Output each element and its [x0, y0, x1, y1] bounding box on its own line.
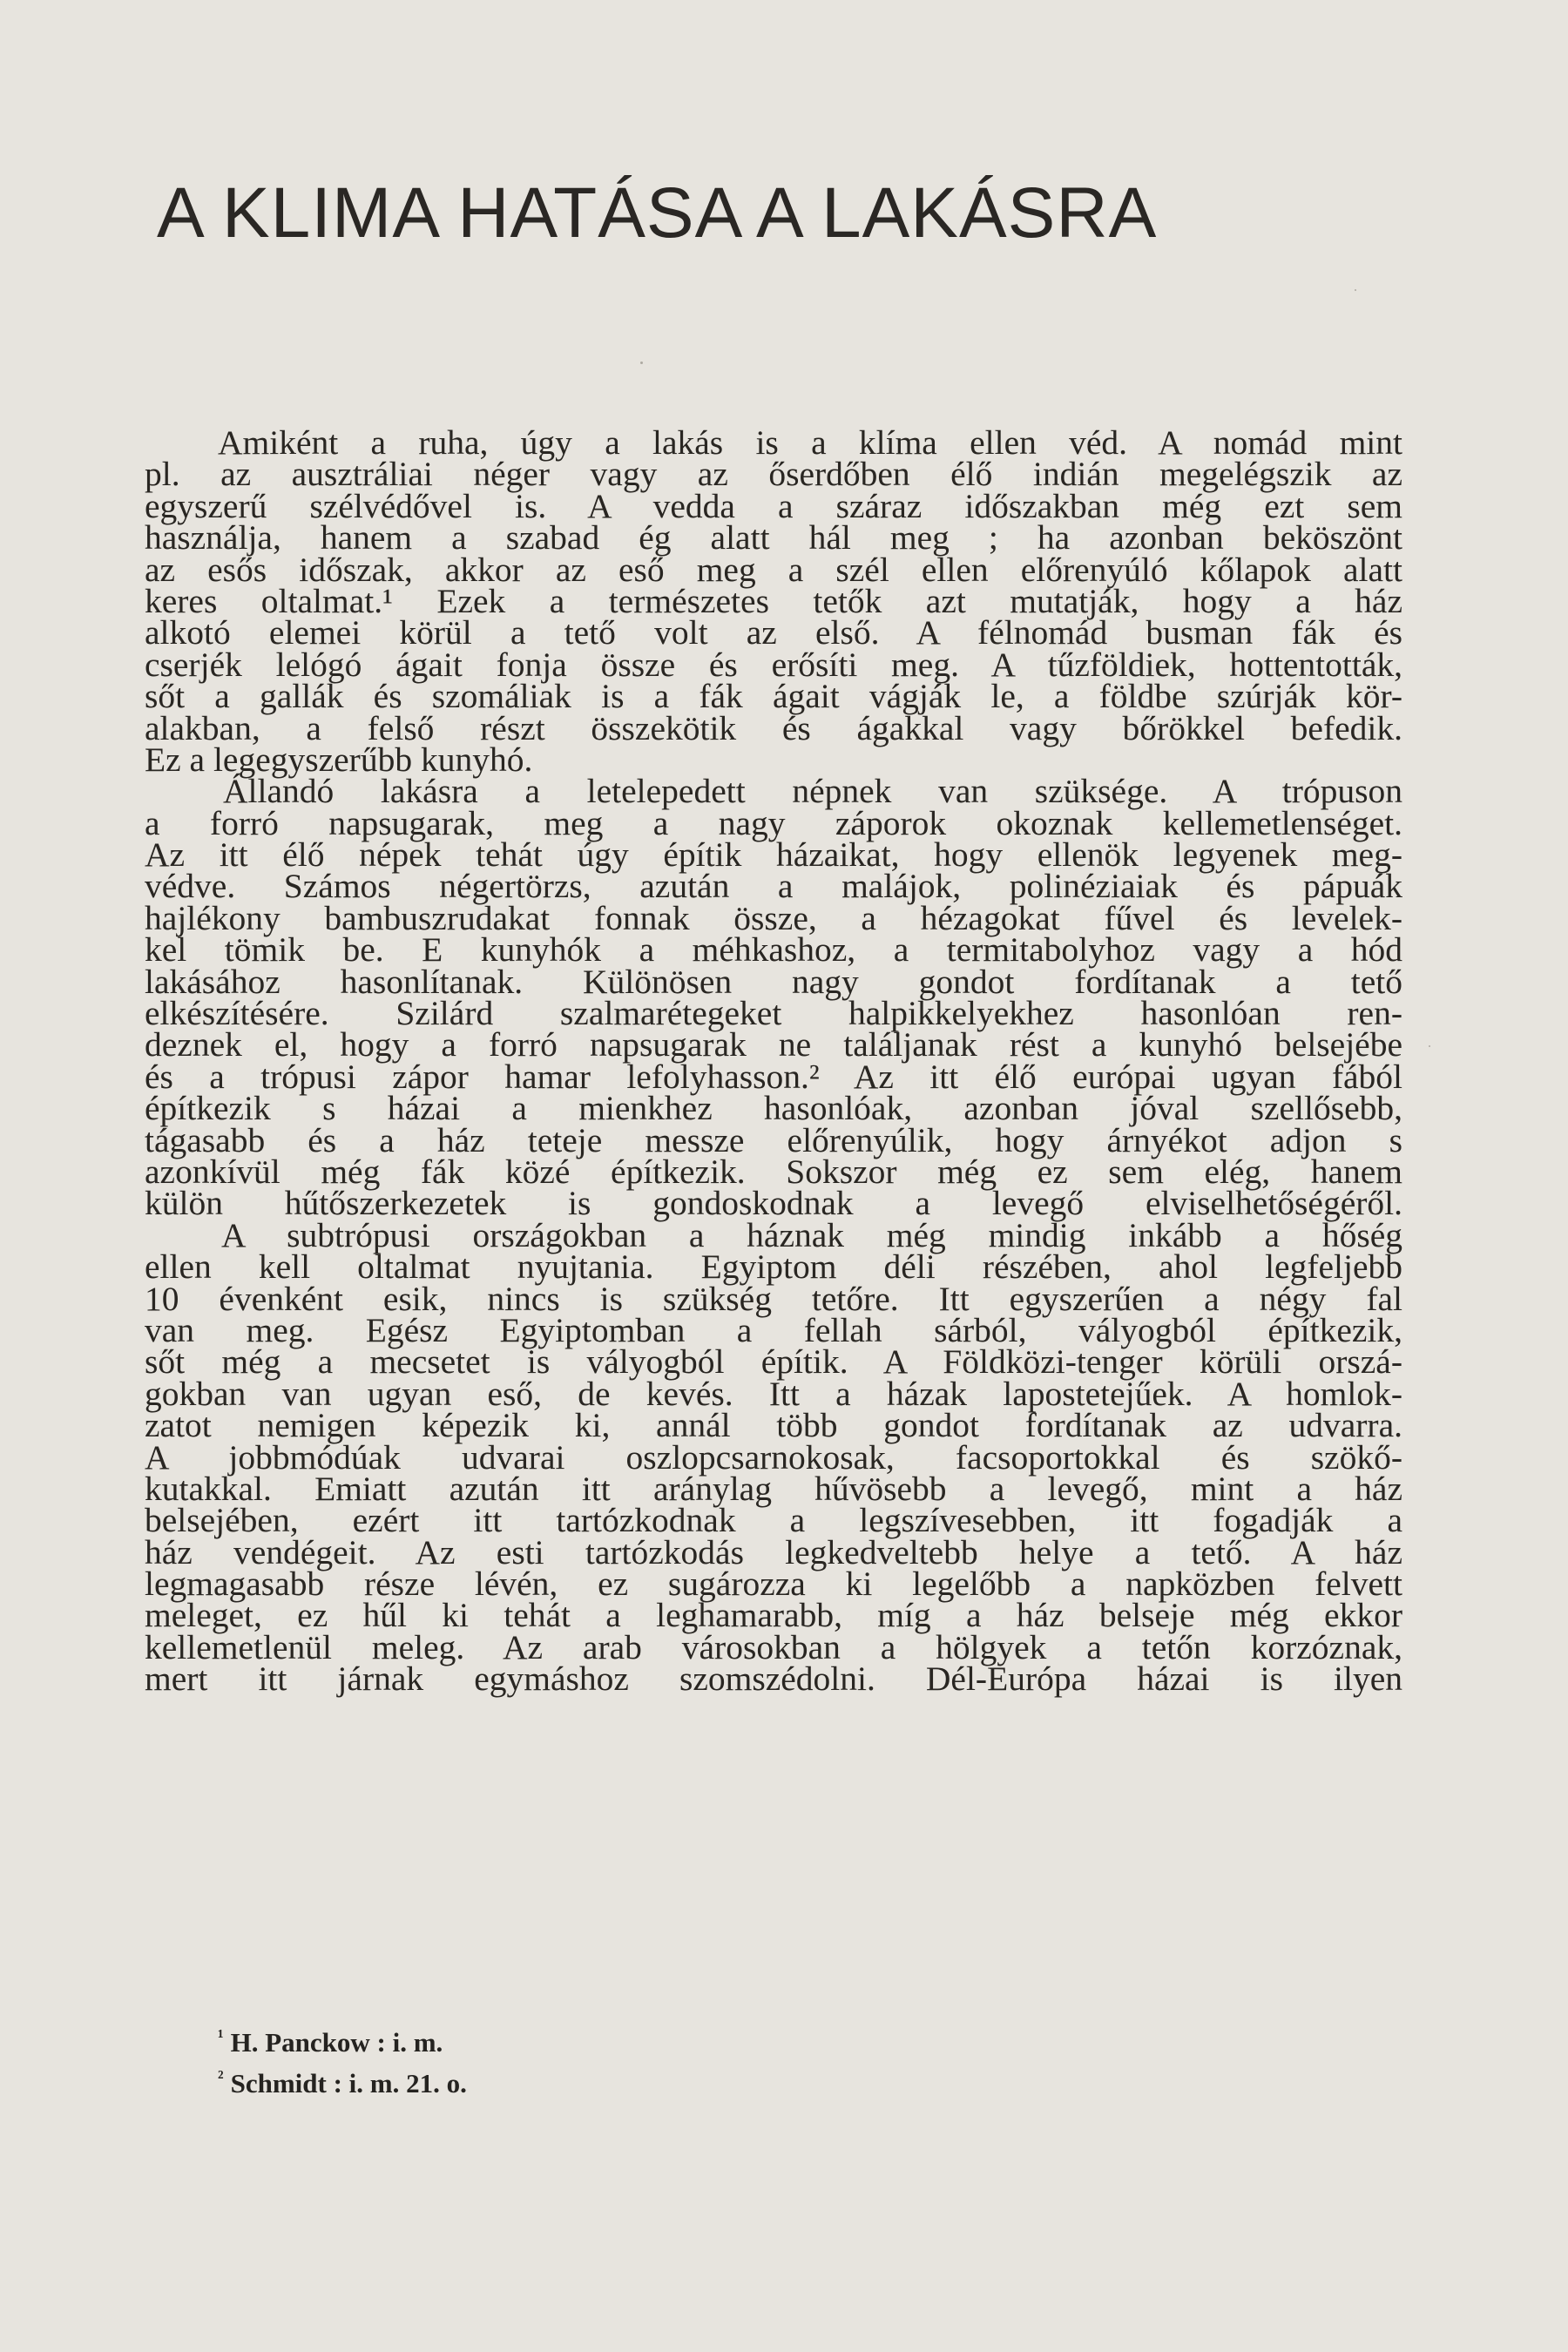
text-line: A subtrópusi országokban a háznak még mindig inkább a hőség [221, 1215, 1402, 1254]
text-line: kellemetlenül meleg. Az arab városokban a hölgyek a tetőn korzóznak, [145, 1627, 1402, 1666]
text-line: tágasabb és a ház teteje messze előrenyúlik, hogy árnyékot adjon s [145, 1120, 1402, 1159]
text-line: keres oltalmat.¹ Ezek a természetes tetők azt mutatják, hogy a ház [145, 581, 1402, 620]
text-line: mert itt járnak egymáshoz szomszédolni. Dél-Európa házai is ilyen [145, 1659, 1402, 1699]
text-line: Ez a legegyszerűbb kunyhó. [145, 740, 533, 779]
text-line: elkészítésére. Szilárd szalmarétegeket halpikkelyekhez hasonlóan ren- [145, 994, 1402, 1033]
text-line: használja, hanem a szabad ég alatt hál meg ; ha azonban beköszönt [145, 518, 1402, 558]
footnotes [218, 2019, 758, 2101]
text-line: hajlékony bambuszrudakat fonnak össze, a hézagokat fűvel és levelek- [145, 898, 1402, 937]
text-line: lakásához hasonlítanak. Különösen nagy gondot fordítanak a tető [145, 962, 1402, 1001]
text-line: Az itt élő népek tehát úgy építik házaikat, hogy ellenök legyenek meg- [145, 835, 1402, 875]
text-line: meleget, ez hűl ki tehát a leghamarabb, míg a ház belseje még ekkor [145, 1596, 1402, 1635]
text-line: ház vendégeit. Az esti tartózkodás legkedveltebb helye a tető. A ház [145, 1532, 1402, 1571]
text-line: külön hűtőszerkezetek is gondoskodnak a levegő elviselhetőségéről. [145, 1184, 1402, 1223]
text-line: zatot nemigen képezik ki, annál több gondot fordítanak az udvarra. [145, 1406, 1402, 1445]
text-line: ellen kell oltalmat nyujtania. Egyiptom déli részében, ahol legfeljebb [145, 1247, 1402, 1287]
paper-speck [640, 362, 643, 364]
text-line: sőt a gallák és szomáliak is a fák ágait vágják le, a földbe szúrják kör- [145, 677, 1402, 716]
text-line: legmagasabb része lévén, ez sugározza ki legelőbb a napközben felvett [145, 1565, 1402, 1604]
text-line: és a trópusi zápor hamar lefolyhasson.² Az itt élő európai ugyan fából [145, 1057, 1402, 1096]
text-line: védve. Számos négertörzs, azután a malájok, polinéziaiak és pápuák [145, 867, 1402, 906]
text-line: azonkívül még fák közé építkezik. Sokszor még ez sem elég, hanem [145, 1152, 1402, 1191]
footnote-mark: ² [218, 2066, 224, 2088]
text-line: kel tömik be. E kunyhók a méhkashoz, a termitabolyhoz vagy a hód [145, 930, 1402, 970]
text-line: egyszerű szélvédővel is. A vedda a száraz időszakban még ezt sem [145, 486, 1402, 525]
body-text [145, 423, 1402, 1699]
text-line: Állandó lakásra a letelepedett népnek van szüksége. A trópuson [223, 772, 1402, 811]
text-line: belsejében, ezért itt tartózkodnak a legszívesebben, itt fogadják a [145, 1501, 1402, 1540]
paper-speck [1429, 1045, 1430, 1047]
text-line: A jobbmódúak udvarai oszlopcsarnokosak, facsoportokkal és szökő- [145, 1437, 1402, 1477]
text-line: kutakkal. Emiatt azután itt aránylag hűvösebb a levegő, mint a ház [145, 1469, 1402, 1508]
text-line: gokban van ugyan eső, de kevés. Itt a házak lapostetejűek. A homlok- [145, 1374, 1402, 1413]
text-line: cserjék lelógó ágait fonja össze és erősíti meg. A tűzföldiek, hottentották, [145, 645, 1402, 684]
text-line: építkezik s házai a mienkhez hasonlóak, azonban jóval szellősebb, [145, 1089, 1402, 1128]
footnote-mark: ¹ [218, 2025, 224, 2047]
text-line: pl. az ausztráliai néger vagy az őserdőben élő indián megelégszik az [145, 455, 1402, 494]
text-line: alakban, a felső részt összekötik és ágakkal vagy bőrökkel befedik. [145, 708, 1402, 747]
text-line: a forró napsugarak, meg a nagy záporok okoznak kellemetlenséget. [145, 803, 1402, 842]
text-line: az esős időszak, akkor az eső meg a szél ellen előrenyúló kőlapok alatt [145, 550, 1402, 589]
text-line: deznek el, hogy a forró napsugarak ne találjanak rést a kunyhó belsejébe [145, 1025, 1402, 1064]
text-line: 10 évenként esik, nincs is szükség tetőre. Itt egyszerűen a négy fal [145, 1279, 1402, 1318]
text-line: sőt még a mecsetet is vályogból építik. A Földközi-tenger körüli orszá- [145, 1342, 1402, 1382]
text-line: van meg. Egész Egyiptomban a fellah sárból, vályogból építkezik, [145, 1310, 1402, 1349]
footnote-text: Schmidt : i. m. 21. o. [230, 2068, 467, 2099]
text-line: Amiként a ruha, úgy a lakás is a klíma ellen véd. A nomád mint [218, 423, 1402, 462]
footnote [218, 2019, 758, 2060]
footnote-text: H. Panckow : i. m. [230, 2027, 443, 2058]
text-line: alkotó elemei körül a tető volt az első. A félnomád busman fák és [145, 613, 1402, 652]
footnote [218, 2060, 758, 2101]
paper-speck [1355, 289, 1356, 291]
page-title: A KLIMA HATÁSA A LAKÁSRA [157, 172, 1158, 253]
